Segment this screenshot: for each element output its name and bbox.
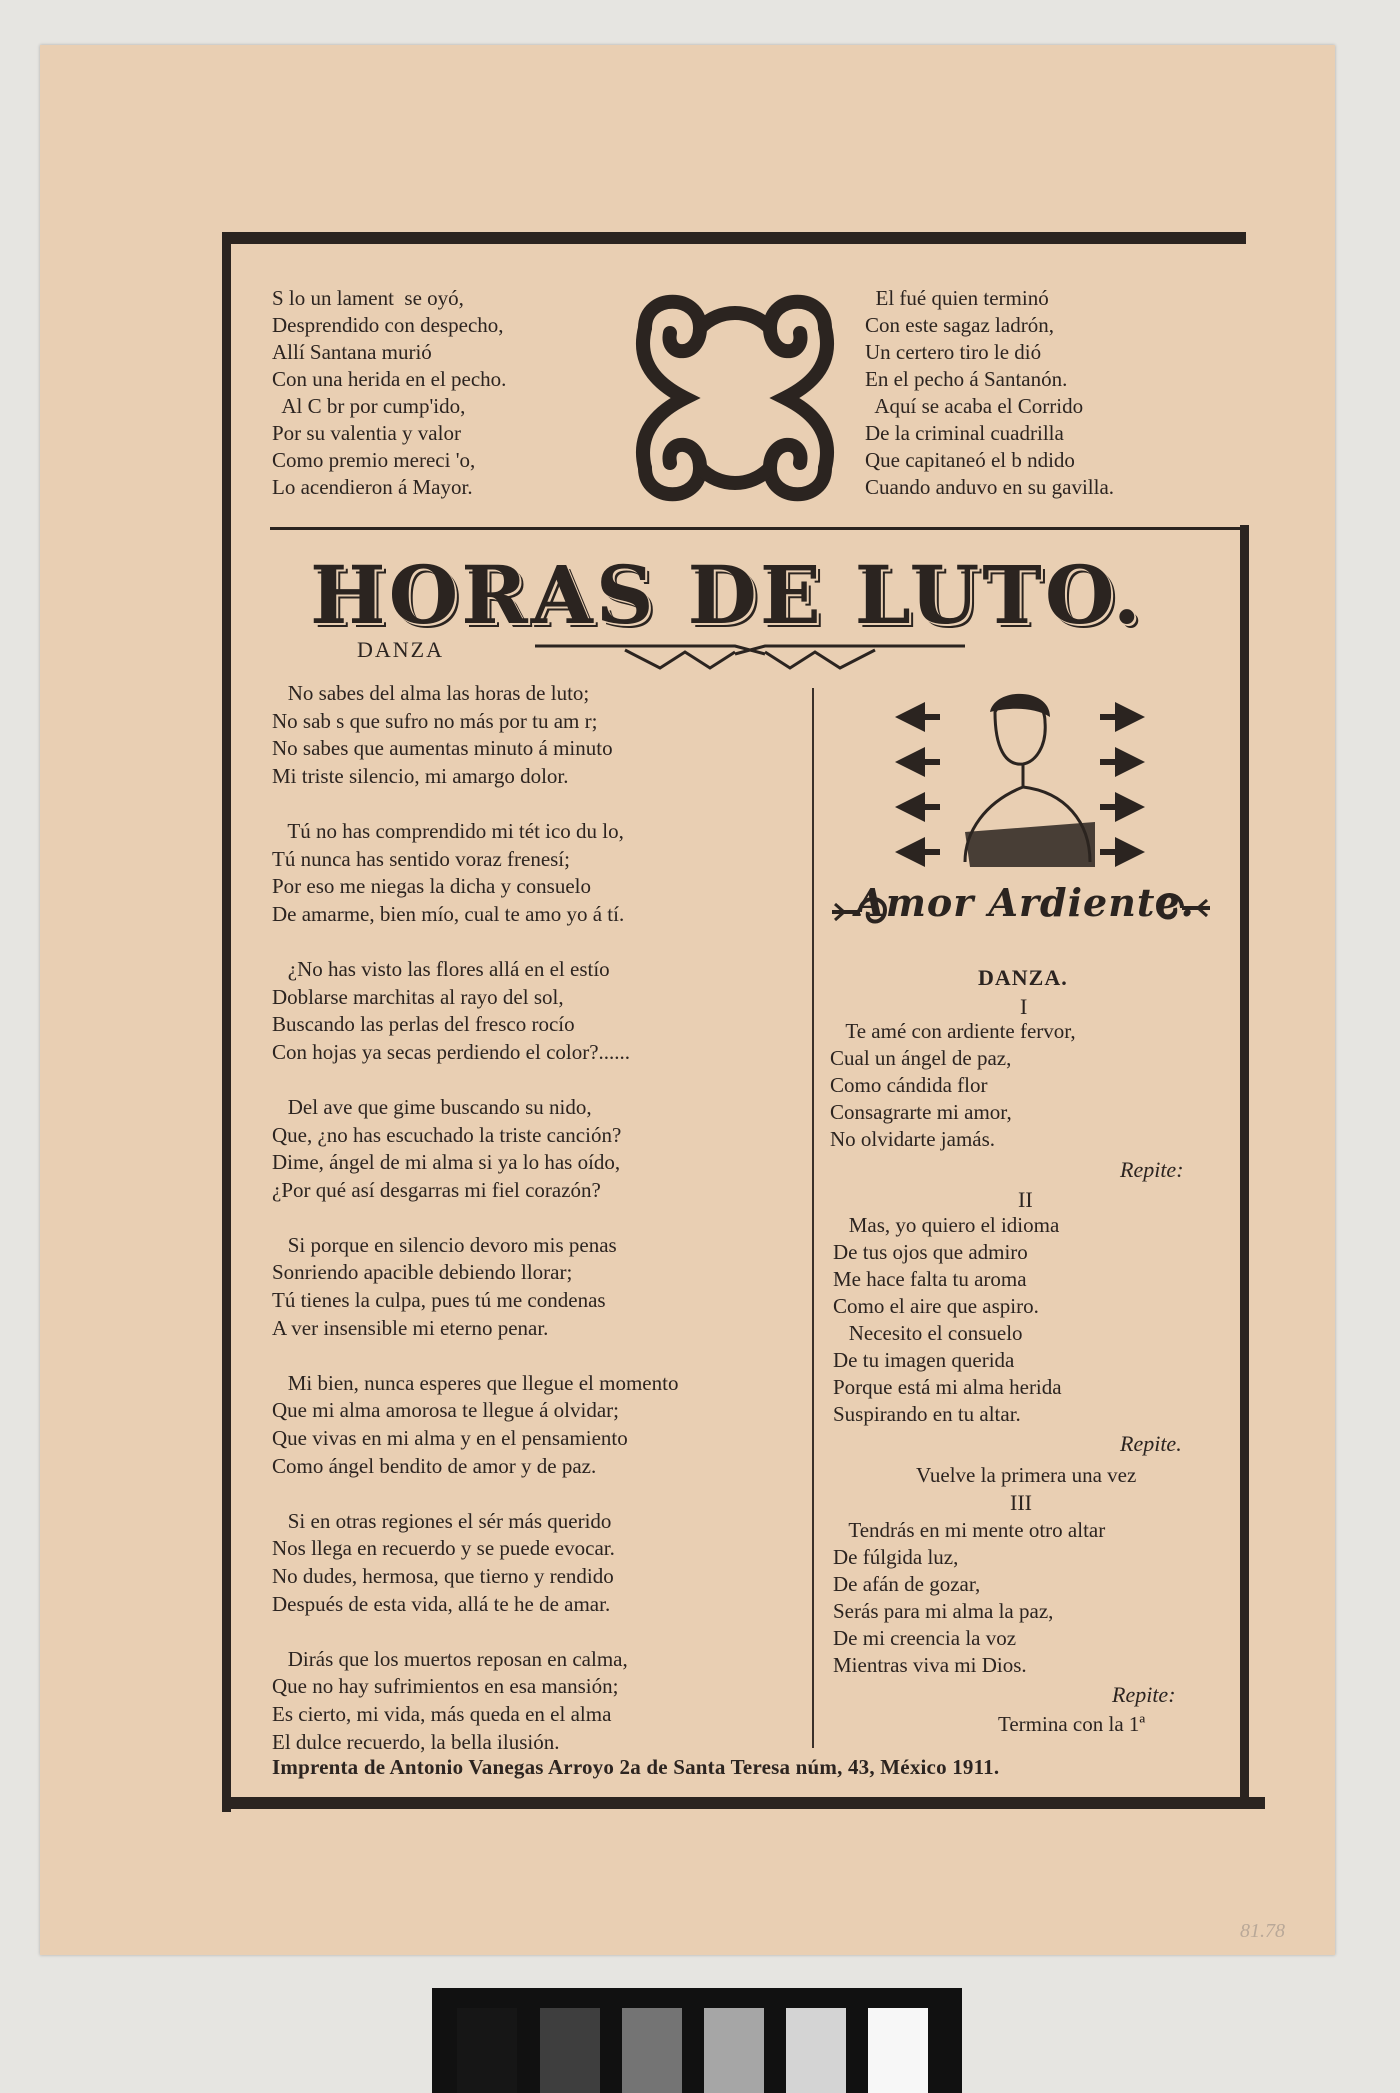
verse-line: De la criminal cuadrilla: [865, 421, 1064, 445]
swatch-white: [868, 2008, 928, 2093]
verse-line: Me hace falta tu aroma: [833, 1267, 1027, 1291]
amor-ardiente-title: Amor Ardiente.: [855, 880, 1195, 925]
verse-line: El fué quien terminó: [865, 286, 1049, 310]
verse-line: Con una herida en el pecho.: [272, 367, 507, 391]
verse-line: Tú no has comprendido mi tét ico du lo,: [272, 818, 624, 843]
top-left-verse: [272, 285, 506, 501]
verse-line: Como el aire que aspiro.: [833, 1294, 1039, 1318]
verse-line: [272, 1066, 678, 1094]
swatch-mid-gray: [622, 2008, 682, 2093]
section-2-verse: [833, 1212, 1062, 1428]
verse-line: Mi bien, nunca esperes que llegue el momento: [272, 1370, 679, 1395]
column-divider: [812, 688, 814, 1748]
frame-right-border: [1240, 525, 1249, 1797]
verse-line: S lo un lament se oyó,: [272, 286, 464, 310]
verse-line: El dulce recuerdo, la bella ilusión.: [272, 1729, 560, 1754]
section-3-verse: [833, 1517, 1105, 1679]
color-calibration-bar: [432, 1988, 962, 2093]
frame-left-border: [222, 232, 231, 1812]
verse-line: Dirás que los muertos reposan en calma,: [272, 1646, 628, 1671]
verse-line: Buscando las perlas del fresco rocío: [272, 1012, 575, 1037]
section-numeral-2: II: [1018, 1187, 1033, 1212]
verse-line: Con este sagaz ladrón,: [865, 313, 1054, 337]
swatch-dark-gray: [540, 2008, 600, 2093]
verse-line: Por eso me niegas la dicha y consuelo: [272, 874, 591, 899]
verse-line: Si en otras regiones el sér más querido: [272, 1508, 612, 1533]
verse-line: De afán de gozar,: [833, 1572, 981, 1596]
verse-line: Te amé con ardiente fervor,: [830, 1019, 1076, 1043]
verse-line: ¿Por qué así desgarras mi fiel corazón?: [272, 1177, 601, 1202]
verse-line: Aquí se acaba el Corrido: [865, 394, 1084, 418]
verse-line: [272, 1204, 678, 1232]
verse-line: Un certero tiro le dió: [865, 340, 1042, 364]
verse-line: Como ángel bendito de amor y de paz.: [272, 1453, 597, 1478]
danza-right-label: DANZA.: [978, 965, 1068, 990]
verse-line: Después de esta vida, allá te he de amar.: [272, 1591, 611, 1616]
verse-line: Tú nunca has sentido voraz frenesí;: [272, 846, 570, 871]
verse-line: Tú tienes la culpa, pues tú me condenas: [272, 1288, 606, 1313]
verse-line: De fúlgida luz,: [833, 1545, 959, 1569]
swatch-light-gray: [704, 2008, 764, 2093]
horas-de-luto-poem: [272, 680, 678, 1756]
verse-line: Doblarse marchitas al rayo del sol,: [272, 984, 564, 1009]
verse-line: De amarme, bien mío, cual te amo yo á tí.: [272, 901, 625, 926]
verse-line: Sonriendo apacible debiendo llorar;: [272, 1260, 573, 1285]
verse-line: A ver insensible mi eterno penar.: [272, 1315, 549, 1340]
verse-line: Que, ¿no has escuchado la triste canción?: [272, 1122, 622, 1147]
verse-line: [272, 1618, 678, 1646]
verse-line: Por su valentia y valor: [272, 421, 461, 445]
section-2-note: Vuelve la primera una vez: [916, 1463, 1137, 1487]
verse-line: ¿No has visto las flores allá en el estío: [272, 956, 610, 981]
section-3-note: Termina con la 1ª: [998, 1712, 1146, 1736]
verse-line: Que vivas en mi alma y en el pensamiento: [272, 1426, 628, 1451]
verse-line: Que capitaneó el b ndido: [865, 448, 1075, 472]
verse-line: Suspirando en tu altar.: [833, 1402, 1021, 1426]
verse-line: Serás para mi alma la paz,: [833, 1599, 1054, 1623]
scroll-ornament-right-icon: [1150, 886, 1215, 928]
verse-line: No sab s que sufro no más por tu am r;: [272, 708, 598, 733]
main-title: HORAS DE LUTO.: [310, 548, 1144, 642]
verse-line: De tus ojos que admiro: [833, 1240, 1028, 1264]
printer-imprint: Imprenta de Antonio Vanegas Arroyo 2a de Santa Teresa núm, 43, México 1911.: [272, 1755, 1000, 1779]
verse-line: De mi creencia la voz: [833, 1626, 1017, 1650]
frame-bottom-border: [225, 1797, 1265, 1809]
verse-line: En el pecho á Santanón.: [865, 367, 1068, 391]
verse-line: Porque está mi alma herida: [833, 1375, 1062, 1399]
section-divider: [270, 527, 1240, 530]
verse-line: Necesito el consuelo: [833, 1321, 1023, 1345]
verse-line: Nos llega en recuerdo y se puede evocar.: [272, 1536, 615, 1561]
frame-top-border: [222, 232, 1246, 244]
verse-line: No sabes del alma las horas de luto;: [272, 681, 590, 705]
verse-line: Que mi alma amorosa te llegue á olvidar;: [272, 1398, 619, 1423]
verse-line: No dudes, hermosa, que tierno y rendido: [272, 1564, 614, 1588]
verse-line: Que no hay sufrimientos en esa mansión;: [272, 1674, 619, 1699]
section-2-repite: Repite.: [1120, 1431, 1182, 1456]
section-1-verse: [830, 1018, 1076, 1153]
verse-line: Como cándida flor: [830, 1073, 988, 1097]
verse-line: Cuando anduvo en su gavilla.: [865, 475, 1115, 499]
verse-line: Del ave que gime buscando su nido,: [272, 1094, 592, 1119]
section-1-repite: Repite:: [1120, 1157, 1184, 1182]
swatch-black: [457, 2008, 517, 2093]
section-numeral-3: III: [1010, 1490, 1032, 1515]
verse-line: No sabes que aumentas minuto á minuto: [272, 736, 613, 761]
verse-line: [272, 928, 678, 956]
danza-label: DANZA: [357, 637, 444, 662]
verse-line: Es cierto, mi vida, más queda en el alma: [272, 1701, 612, 1726]
verse-line: [272, 1342, 678, 1370]
verse-line: Si porque en silencio devoro mis penas: [272, 1232, 617, 1257]
section-numeral-1: I: [1020, 994, 1028, 1019]
woman-portrait-vignette-icon: [895, 692, 1145, 872]
verse-line: No olvidarte jamás.: [830, 1127, 996, 1151]
top-right-verse: [865, 285, 1114, 501]
verse-line: Mi triste silencio, mi amargo dolor.: [272, 763, 569, 788]
verse-line: Con hojas ya secas perdiendo el color?......: [272, 1039, 631, 1064]
verse-line: Mas, yo quiero el idioma: [833, 1213, 1060, 1237]
flourish-divider-icon: [535, 640, 965, 674]
verse-line: [272, 790, 678, 818]
verse-line: Como premio mereci 'o,: [272, 448, 476, 472]
verse-line: Al C br por cump'ido,: [272, 394, 466, 418]
verse-line: Cual un ángel de paz,: [830, 1046, 1012, 1070]
swatch-pale-gray: [786, 2008, 846, 2093]
verse-line: Desprendido con despecho,: [272, 313, 504, 337]
section-3-repite: Repite:: [1112, 1682, 1176, 1707]
verse-line: Mientras viva mi Dios.: [833, 1653, 1027, 1677]
knot-ornament-icon: [625, 288, 845, 508]
verse-line: De tu imagen querida: [833, 1348, 1015, 1372]
verse-line: Dime, ángel de mi alma si ya lo has oído,: [272, 1150, 621, 1175]
verse-line: Allí Santana murió: [272, 340, 432, 364]
verse-line: [272, 1480, 678, 1508]
verse-line: Lo acendieron á Mayor.: [272, 475, 473, 499]
pencil-catalog-note: 81.78: [1240, 1920, 1285, 1942]
verse-line: Consagrarte mi amor,: [830, 1100, 1012, 1124]
verse-line: Tendrás en mi mente otro altar: [833, 1518, 1106, 1542]
